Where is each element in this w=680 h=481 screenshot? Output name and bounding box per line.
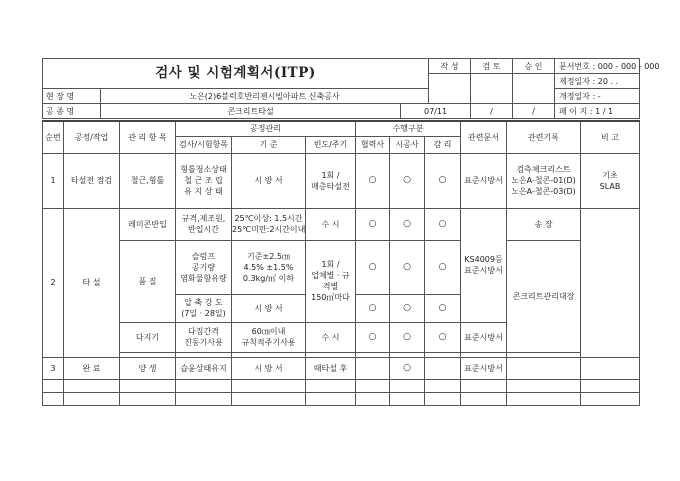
mark-contractor: ○ [390, 322, 425, 352]
table-row [43, 379, 640, 392]
revision-date: 개정일자 : - [555, 89, 640, 104]
mark-contractor: ○ [390, 357, 425, 379]
row-method: 다짐간격 진동기사용 [176, 322, 232, 352]
date-month: 07/11 [401, 104, 471, 119]
sign-label-reviewer: 검 토 [471, 59, 513, 74]
mark-supervisor: ○ [425, 240, 461, 294]
document-title: 검사 및 시험계획서(ITP) [43, 59, 429, 89]
col-criteria: 기 준 [232, 136, 306, 153]
row-item: 철근,형틀 [120, 153, 176, 208]
made-date: 제정일자 : 20 . . [555, 74, 640, 89]
row-record: 송 장 [507, 208, 581, 240]
site-name: 노은(2)6블럭호반리젠시빌아파트 신축공사 [101, 89, 429, 104]
col-contractor: 시공사 [390, 136, 425, 153]
row-criteria: 60㎝이내 규칙적주기사용 [232, 322, 306, 352]
row-criteria: 기준±2.5㎝ 4.5% ±1.5% 0.3kg/㎥ 이하 [232, 240, 306, 294]
mark-contractor: ○ [390, 294, 425, 322]
row-method: 슬럼프 공기량 염화물함유량 [176, 240, 232, 294]
col-related-record: 관련기록 [507, 121, 581, 153]
row-criteria: 시 방 서 [232, 357, 306, 379]
mark-partner: ○ [356, 153, 390, 208]
table-row [43, 357, 640, 379]
col-execution: 수행구분 [356, 121, 461, 136]
mark-partner: ○ [356, 322, 390, 352]
row-method: 압 축 강 도 (7일 · 28일) [176, 294, 232, 322]
col-remark: 비 고 [581, 121, 640, 153]
row-process: 타설전 점검 [64, 153, 120, 208]
row-doc: 표준시방서 [461, 357, 507, 379]
row-frequency: 1회 / 업체별 · 규 격별 150㎥마다 [306, 240, 356, 322]
col-related-doc: 관련문서 [461, 121, 507, 153]
row-item: 다지기 [120, 322, 176, 352]
table-row [43, 392, 640, 405]
row-frequency: 수 시 [306, 208, 356, 240]
row-doc: 표준시방서 [461, 153, 507, 208]
col-process: 공정/작업 [64, 121, 120, 153]
mark-contractor: ○ [390, 153, 425, 208]
mark-supervisor: ○ [425, 294, 461, 322]
row-criteria: 시 방 서 [232, 294, 306, 322]
row-doc: KS4009등 표준시방서 [461, 208, 507, 322]
row-frequency: 때타설 후 [306, 357, 356, 379]
mark-partner: ○ [356, 294, 390, 322]
table-row [43, 240, 640, 294]
sign-label-author: 작 성 [429, 59, 471, 74]
work-type-label: 공 종 명 [43, 104, 101, 119]
col-partner: 협력사 [356, 136, 390, 153]
row-criteria: 25℃이상: 1.5시간 25℃미만:2시간이내 [232, 208, 306, 240]
work-type-name: 콘크리트타설 [101, 104, 401, 119]
row-number: 1 [43, 153, 64, 208]
row-remark: 기초 SLAB [581, 153, 640, 208]
row-remark [581, 208, 640, 357]
row-record [507, 357, 581, 379]
row-number: 3 [43, 357, 64, 379]
col-no: 순번 [43, 121, 64, 153]
row-remark [581, 357, 640, 379]
col-process-mgmt: 공정관리 [176, 121, 356, 136]
table-row [43, 208, 640, 240]
mark-supervisor [425, 357, 461, 379]
date-slash-1: / [471, 104, 513, 119]
col-method: 검사/시험항목 [176, 136, 232, 153]
table-row [43, 153, 640, 208]
row-item: 품 질 [120, 240, 176, 322]
mark-partner [356, 357, 390, 379]
sign-box-reviewer [471, 74, 513, 104]
sign-label-approver: 승 인 [513, 59, 555, 74]
row-item: 양 생 [120, 357, 176, 379]
doc-number: 문서번호 : 000 - 000 - 000 [555, 59, 640, 74]
sign-box-approver [513, 74, 555, 104]
row-doc: 표준시방서 [461, 322, 507, 352]
page-number: 페 이 지 : 1 / 1 [555, 104, 640, 119]
col-items: 관 리 항 목 [120, 121, 176, 153]
site-label: 현 장 명 [43, 89, 101, 104]
mark-contractor: ○ [390, 208, 425, 240]
date-slash-2: / [513, 104, 555, 119]
row-number: 2 [43, 208, 64, 357]
row-method: 형틀청소상태 철 근 조 립 유 지 상 태 [176, 153, 232, 208]
row-method: 습윤상태유지 [176, 357, 232, 379]
sign-box-author [429, 74, 471, 104]
row-frequency: 1회 / 매층타설전 [306, 153, 356, 208]
col-frequency: 빈도/주기 [306, 136, 356, 153]
row-frequency: 수 시 [306, 322, 356, 352]
row-criteria: 시 방 서 [232, 153, 306, 208]
mark-contractor: ○ [390, 240, 425, 294]
mark-supervisor: ○ [425, 153, 461, 208]
mark-partner: ○ [356, 208, 390, 240]
itp-main-table [42, 120, 640, 406]
mark-supervisor: ○ [425, 322, 461, 352]
mark-supervisor: ○ [425, 208, 461, 240]
itp-header-table [42, 58, 660, 119]
row-process: 완 료 [64, 357, 120, 379]
mark-partner: ○ [356, 240, 390, 294]
row-record: 콘크리트관리대장 [507, 240, 581, 352]
row-method: 규격,제조원, 반입시간 [176, 208, 232, 240]
row-process: 타 설 [64, 208, 120, 357]
col-supervisor: 감 리 [425, 136, 461, 153]
row-item: 레미콘반입 [120, 208, 176, 240]
row-record: 검측체크리스트 노은A-철콘-01(D) 노은A-철콘-03(D) [507, 153, 581, 208]
